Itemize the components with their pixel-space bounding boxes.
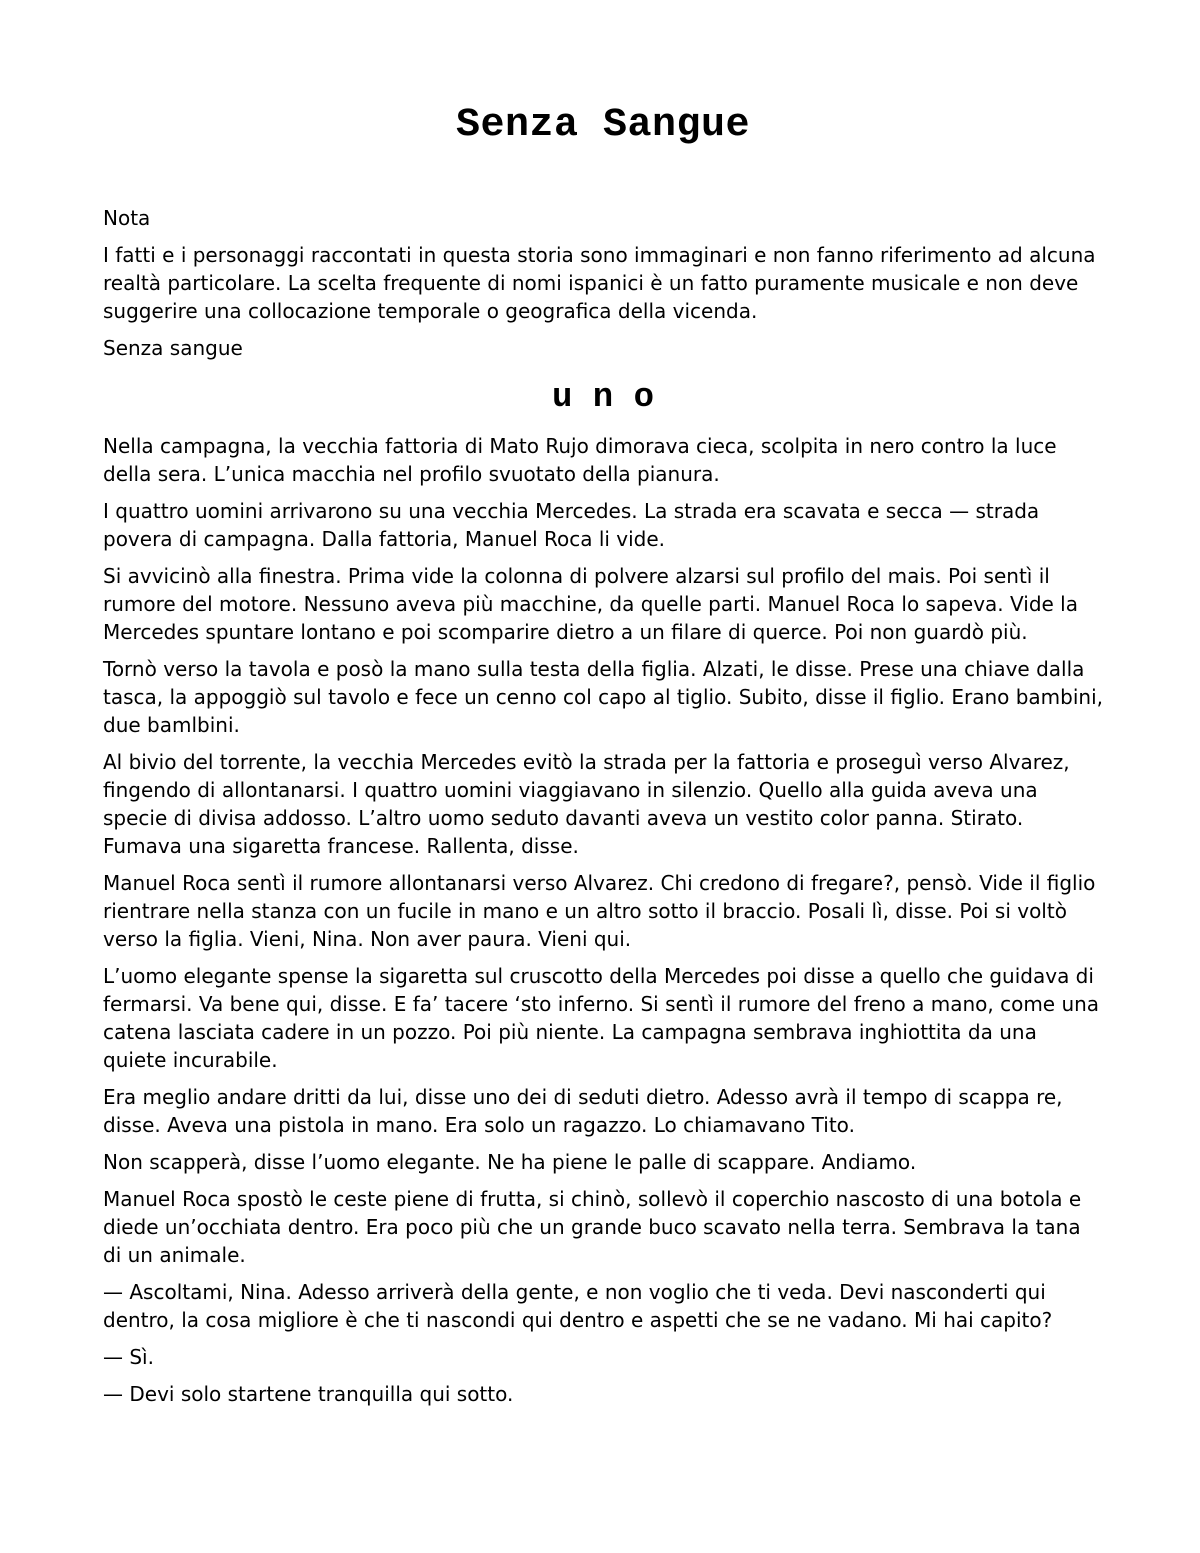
nota-paragraph: I fatti e i personaggi raccontati in questa storia sono immaginari e non fanno riferimento ad alcuna realtà particolare. La scelta frequente di nomi ispanici è un fatto puramente musicale e non deve suggerire una collocazione temporale o geografica della vicenda. (103, 243, 1096, 323)
nota-heading: Nota (103, 206, 151, 230)
subtitle-line: Senza sangue (103, 336, 243, 360)
document-title: Senza Sangue (455, 103, 751, 148)
story-paragraph: — Ascoltami, Nina. Adesso arriverà della gente, e non voglio che ti veda. Devi nasconderti qui dentro, la cosa migliore è che ti nascondi qui dentro e aspetti che se ne vadano. Mi hai capito? (103, 1280, 1053, 1332)
story-paragraph: I quattro uomini arrivarono su una vecchia Mercedes. La strada era scavata e secca — strada povera di campagna. Dalla fattoria, Manuel Roca li vide. (103, 499, 1040, 551)
story-paragraph: Si avvicinò alla finestra. Prima vide la colonna di polvere alzarsi sul profilo del mais. Poi sentì il rumore del motore. Nessuno aveva più macchine, da quelle parti. Manuel Roca lo sapeva. Vide la Mercedes spuntare lontano e poi scomparire dietro a un filare di querce. Poi non guardò più. (103, 564, 1078, 644)
story-paragraph: Tornò verso la tavola e posò la mano sulla testa della figlia. Alzati, le disse. Prese una chiave dalla tasca, la appoggiò sul tavolo e fece un cenno col capo al tiglio. Subito, disse il figlio. Erano bambini, due bamlbini. (103, 657, 1103, 737)
story-paragraph: L’uomo elegante spense la sigaretta sul cruscotto della Mercedes poi disse a quello che guidava di fermarsi. Va bene qui, disse. E fa’ tacere ‘sto inferno. Si sentì il rumore del freno a mano, come una catena lasciata cadere in un pozzo. Poi più niente. La campagna sembrava inghiottita da una quiete incurabile. (103, 964, 1100, 1072)
story-paragraph: — Devi solo startene tranquilla qui sotto. (103, 1382, 514, 1406)
story-paragraph: Manuel Roca sentì il rumore allontanarsi verso Alvarez. Chi credono di fregare?, pensò. Vide il figlio rientrare nella stanza con un fucile in mano e un altro sotto il braccio. Posali lì, disse. Poi si voltò verso la figlia. Vieni, Nina. Non aver paura. Vieni qui. (103, 871, 1096, 951)
story-paragraph: Era meglio andare dritti da lui, disse uno dei di seduti dietro. Adesso avrà il tempo di scappa re, disse. Aveva una pistola in mano. Era solo un ragazzo. Lo chiamavano Tito. (103, 1085, 1063, 1137)
story-paragraph: — Sì. (103, 1345, 154, 1369)
chapter-heading: u n o (551, 379, 655, 417)
story-paragraph: Non scapperà, disse l’uomo elegante. Ne ha piene le palle di scappare. Andiamo. (103, 1150, 917, 1174)
story-paragraph: Nella campagna, la vecchia fattoria di Mato Rujo dimorava cieca, scolpita in nero contro la luce della sera. L’unica macchia nel profilo svuotato della pianura. (103, 434, 1057, 486)
story-paragraph: Al bivio del torrente, la vecchia Mercedes evitò la strada per la fattoria e proseguì verso Alvarez, fingendo di allontanarsi. I quattro uomini viaggiavano in silenzio. Quello alla guida aveva una specie di divisa addosso. L’altro uomo seduto davanti aveva un vestito color panna. Stirato. Fumava una sigaretta francese. Rallenta, disse. (103, 750, 1070, 858)
story-paragraph: Manuel Roca spostò le ceste piene di frutta, si chinò, sollevò il coperchio nascosto di una botola e diede un’occhiata dentro. Era poco più che un grande buco scavato nella terra. Sembrava la tana di un animale. (103, 1187, 1082, 1267)
